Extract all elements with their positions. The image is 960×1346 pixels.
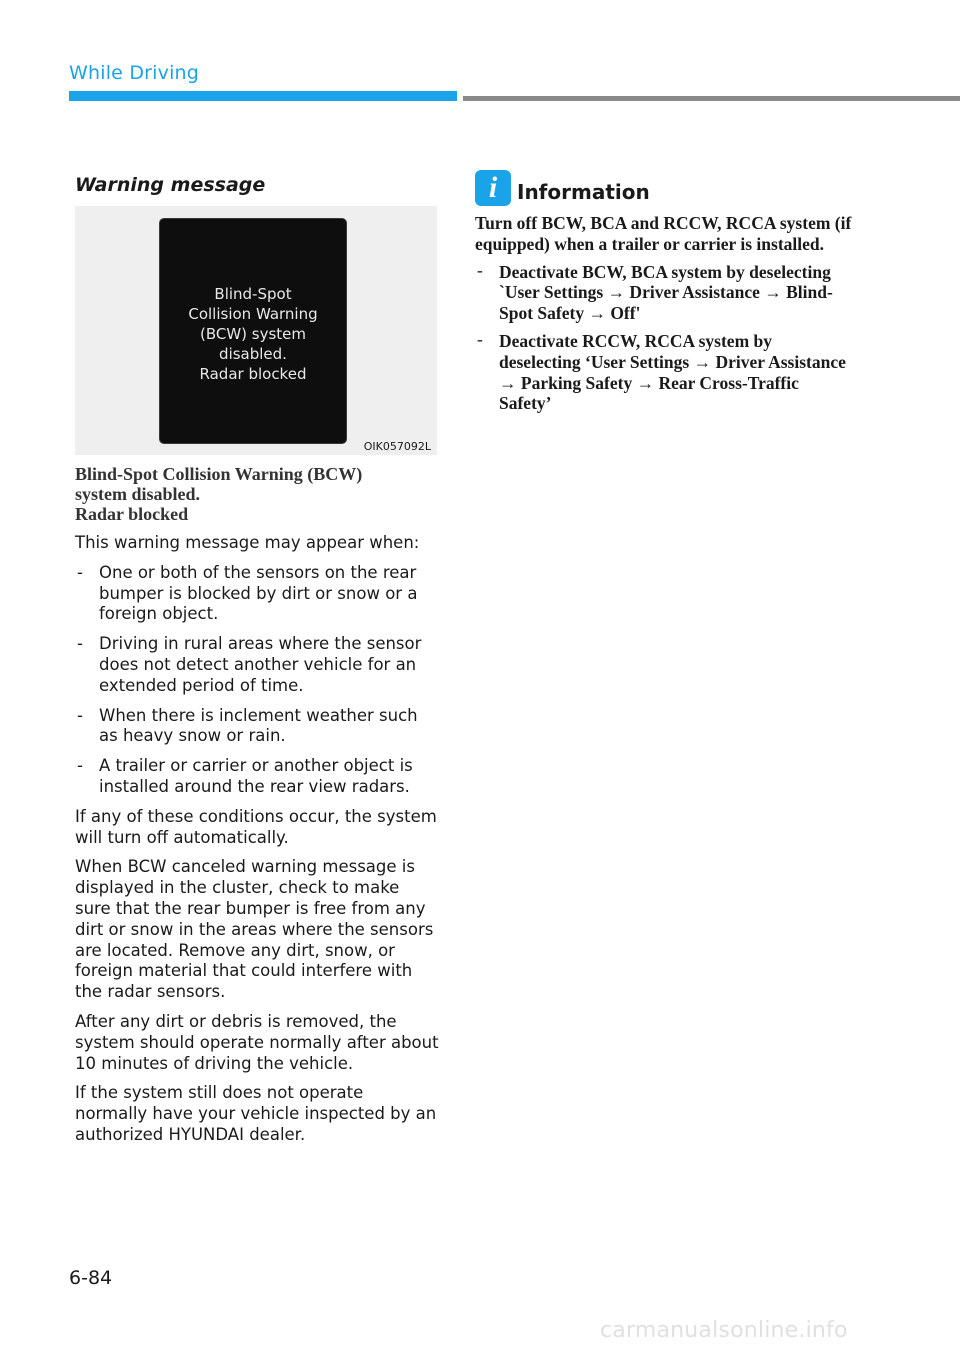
page-number: 6-84 [69, 1267, 113, 1289]
cluster-screen [159, 218, 347, 444]
list-item [75, 634, 440, 696]
dash-bullet: - [477, 259, 483, 280]
info-icon: i [475, 170, 511, 206]
list-item [75, 563, 440, 625]
list-item [75, 706, 440, 748]
body-paragraph: If the system still does not operate normally have your vehicle inspected by an authorized HYUNDAI dealer. [75, 1083, 437, 1144]
cluster-warning-text: Blind-Spot Collision Warning (BCW) system disabled. Radar blocked [188, 285, 318, 383]
left-column-body [75, 533, 440, 1155]
body-paragraph: When BCW canceled warning message is displayed in the cluster, check to make sure that the rear bumper is free from any dirt or snow in the areas where the sensors are located. Remove any dirt, snow, or foreign material that could interfere with the radar sensors. [75, 857, 434, 1002]
list-item [75, 756, 440, 798]
header-accent-bar [69, 91, 457, 101]
list-item-text: Deactivate RCCW, RCCA system by deselecting ‘User Settings → Driver Assistance → Parking Safety → Rear Cross-Traffic Safety’ [499, 330, 846, 414]
dash-bullet: - [77, 562, 83, 582]
condition-list [75, 563, 440, 798]
list-item-text: One or both of the sensors on the rear bumper is blocked by dirt or snow or a foreign object. [99, 562, 418, 624]
warning-figure [75, 206, 437, 455]
dash-bullet: - [77, 756, 83, 776]
information-intro: Turn off BCW, BCA and RCCW, RCCA system (if equipped) when a trailer or carrier is installed. [475, 213, 852, 254]
list-item-text: A trailer or carrier or another object is installed around the rear view radars. [99, 756, 413, 796]
body-paragraph: If any of these conditions occur, the system will turn off automatically. [75, 806, 437, 847]
header-rule [463, 96, 960, 101]
body-paragraph: After any dirt or debris is removed, the system should operate normally after about 10 minutes of driving the vehicle. [75, 1011, 439, 1073]
list-item [475, 259, 855, 324]
dash-bullet: - [77, 705, 83, 725]
list-item-text: Driving in rural areas where the sensor does not detect another vehicle for an extended period of time. [99, 634, 422, 695]
dash-bullet: - [477, 328, 483, 349]
information-body [475, 213, 855, 421]
figure-code: OIK057092L [363, 440, 431, 453]
list-item-text: Deactivate BCW, BCA system by deselecting `User Settings → Driver Assistance → Blind-Spot Safety → Off' [499, 261, 833, 324]
information-list [475, 259, 855, 415]
dash-bullet: - [77, 634, 83, 654]
header-title: While Driving [69, 62, 200, 84]
information-title: Information [517, 180, 650, 204]
section-heading: Warning message [75, 174, 266, 196]
list-item-text: When there is inclement weather such as heavy snow or rain. [99, 705, 418, 746]
intro-paragraph: This warning message may appear when: [75, 533, 420, 552]
figure-caption: Blind-Spot Collision Warning (BCW) system disabled. Radar blocked [75, 464, 363, 524]
watermark: carmanualsonline.info [600, 1318, 848, 1343]
list-item [475, 328, 855, 414]
